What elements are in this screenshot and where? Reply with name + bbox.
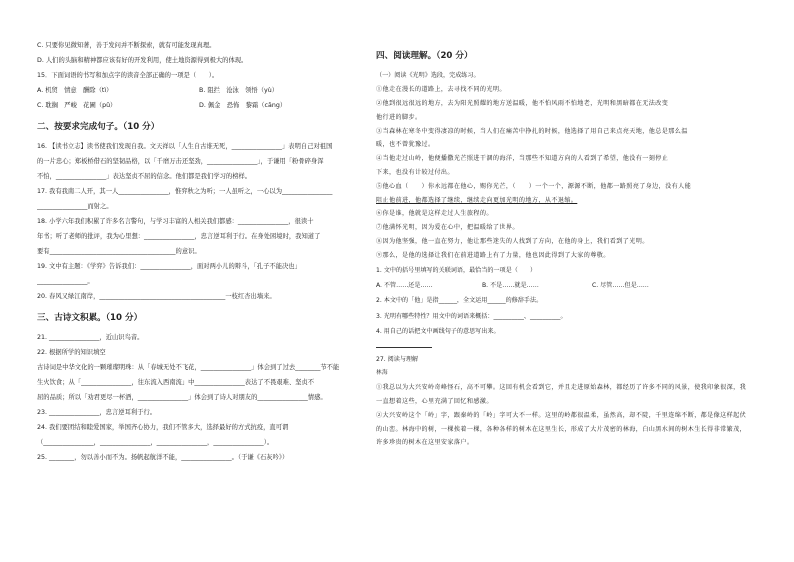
reading-paragraph: ⑧因为他坚强，他一直在努力，他让那些迷失的人找到了方向，在他的身上，我们看到了光明。	[376, 238, 649, 246]
right-column	[376, 48, 758, 450]
question-15-stem: 15．下面词语的书写和加点字的读音全部正确的一项是（ ）。	[37, 72, 219, 79]
question-15-options-row-2	[37, 98, 367, 113]
left-column	[37, 38, 367, 465]
reading-question-3: 3. 光明有哪些特性？用文中的词语来概括：__________、__________。	[376, 312, 567, 320]
reading-question-1: 1. 文中的括号里填写的关联词语，最恰当的一项是（ ）	[376, 266, 537, 274]
question-14-option-c: C. 只要你见微知著，善于发问并不断探索，就有可能发现真理。	[37, 42, 216, 49]
answer-line	[376, 347, 432, 348]
reading-paragraph: ⑨那么，是他的选择让我们在前进道路上有了力量，他也因此得到了大家的尊敬。	[376, 251, 610, 259]
reading-paragraph: ④当他走过山岭，他便播撒光芒照进干涸的海洋，当那些不知道方向的人看到了希望，他没有一刻停止	[376, 155, 669, 163]
sec3-line: 古诗词是中华文化的一颗璀璨明珠：从「春城无处不飞花，________________」体会到了过去________节不能	[37, 364, 340, 371]
sec2-line: 要有________________________________________的意识。	[37, 248, 201, 255]
q1-option-c[interactable]: C. 尽管……但是……	[592, 281, 649, 289]
section-3-title: 三、古诗文积累。（10 分）	[37, 313, 143, 323]
passage-paragraph: ②大兴安岭这个「岭」字，跟秦岭的「岭」字可大不一样。这里的岭都很温柔，虽然高，却不陡，千里连绵不断，都是像这样起伏的山峦。林海中的树，一棵挨着一棵，各种各样的树木在这里生长，形成了大片茂密的林海，白山黑水间的树木生长得非常繁茂，许多珍贵的树木在这里安家落户。	[376, 411, 747, 447]
reading-paragraph: 暖，也不曾犹豫过。	[376, 141, 435, 149]
sec2-line: 18. 小学六年我们积累了许多名言警句，与学习丰富的人相关我们都感：________________，很读十	[37, 218, 314, 225]
underlined-sentence: 阻止他前进，他都选择了继续，继续走向更加光明的地方，从不退缩。	[376, 196, 578, 204]
option-b[interactable]: B. 阻拦 沧泳 领悟（yù）	[199, 87, 279, 94]
reading-paragraph: 下来，也没有计较过付出。	[376, 169, 454, 177]
passage-title: 林海	[376, 370, 388, 377]
reading-question-4: 4. 用自己的话把文中画线句子的意思写出来。	[376, 327, 500, 335]
section-2-title: 二、按要求完成句子。（10 分）	[37, 122, 160, 132]
q1-option-b[interactable]: B. 不是……就是……	[482, 281, 539, 289]
question-15-options-row-1	[37, 83, 367, 98]
reading-question-1-options	[376, 278, 758, 293]
passage-paragraph: ①我总以为大兴安岭奇峰怪石，高不可攀。这回有机会看到它，并且走进原始森林，都经历了许多不同的风景，使我印象很深，我一直想着这些，心里充满了回忆和感激。	[376, 384, 747, 406]
sec3-line: （________________，________________，________________，________________）。	[37, 439, 274, 446]
sec2-line: 17. 我有我南二人开，其一人________________，惟弈秋之为听；一人虽听之，一心以为________________	[37, 188, 333, 195]
q1-option-a[interactable]: A. 不管……还是……	[376, 281, 433, 289]
sec2-line: 的一片忠心；郑板桥借石的坚韧品格，以「千磨万击还坚劲，________________」，于谦用「粉骨碎身浑	[37, 158, 324, 165]
sec2-line: 16. 【读书立志】读书使我们发现自我。文天祥以「人生自古谁无死，________________」表明自己对祖国	[37, 143, 333, 150]
question-27-title: 27. 阅读与理解	[376, 356, 419, 364]
sec2-line: ________________而射之。	[37, 203, 113, 210]
sec3-line: 25. ________，勿以善小而不为。扬帆起航洋不能，________________。（于谦《石灰吟》）	[37, 454, 289, 461]
sec3-line: 22. 根据所学的知识填空	[37, 349, 106, 356]
sec3-line: 21. ________________，近山识鸟音。	[37, 334, 144, 341]
option-a[interactable]: A. 机贸 情意 酬除（tì）	[37, 87, 113, 94]
sec3-line: 屈的品质；所以「劝君更尽一杯酒，________________」体会到了诗人对朋友的________________情感。	[37, 394, 327, 401]
question-14-option-d: D. 人们的头脑和精神都应该有好的开发利用，使土地资源得到极大的体现。	[37, 57, 248, 64]
sec2-line: 年书；听了老师的批评，我为心里想：________________，忠言逆耳利于行。在身处困境时，我知道了	[37, 233, 321, 240]
option-c[interactable]: C. 耽搁 严峻 花圃（pǔ）	[37, 102, 117, 109]
reading-paragraph: 他行进的脚步。	[376, 113, 422, 121]
reading-paragraph: ②他到很远很远的地方，去为阳光照耀的地方送温暖，他不怕风雨不怕地老，光明和黑暗都在无法改变	[376, 100, 669, 108]
sec2-line: 19. 文中有主题：《学弈》告诉我们：________________，面对两小儿的辩斗，「孔子不能决也」	[37, 263, 301, 270]
sec2-line: 20. 春风又绿江南岸，________________________________________一枝红杏出墙来。	[37, 293, 276, 300]
reading-question-2: 2. 本文中的「他」是指______，全文运用______的修辞手法。	[376, 297, 543, 305]
option-d[interactable]: D. 佩金 恐怖 黎霜（cāng）	[199, 102, 287, 109]
sec3-line: 23. ________________，忠言逆耳利于行。	[37, 409, 157, 416]
reading-paragraph: ⑤他心血（ ）你永远都在他心，赐你光芒，（ ）一个一个，源源不断，他都一路照亮了身边，没有人能	[376, 182, 692, 190]
reading-paragraph: ①他走在漫长的道路上，去寻找不同的光明。	[376, 86, 506, 94]
sec3-line: 24. 我们要团结和睦爱国家，举国齐心协力，我们不管多大，选择最好的方式抗疫，直可谓	[37, 424, 289, 431]
sec3-line: 生火饮食；从「________________，往东流入西南流」中________________表达了不畏艰难、坚贞不	[37, 379, 315, 386]
section-4-title: 四、阅读理解。（20 分）	[376, 51, 473, 61]
reading-1-intro: （一）阅读《光明》选段，完成练习。	[376, 72, 480, 79]
reading-paragraph: ③当森林在寒冬中变得凄凉的时候，当人们在痛苦中挣扎的时候，他选择了用自己来点亮天地，他总是那么温	[376, 127, 688, 135]
sec2-line: 不怕，________________」表达坚贞不屈的信念。他们都是我们学习的榜样。	[37, 173, 252, 180]
reading-paragraph: ⑥你是谁，他就是这样走过人生旅程的。	[376, 210, 493, 218]
reading-paragraph: ⑦他满怀光明，因为爱在心中，把温暖给了世界。	[376, 224, 519, 232]
sec2-line: ________________。	[37, 278, 94, 285]
